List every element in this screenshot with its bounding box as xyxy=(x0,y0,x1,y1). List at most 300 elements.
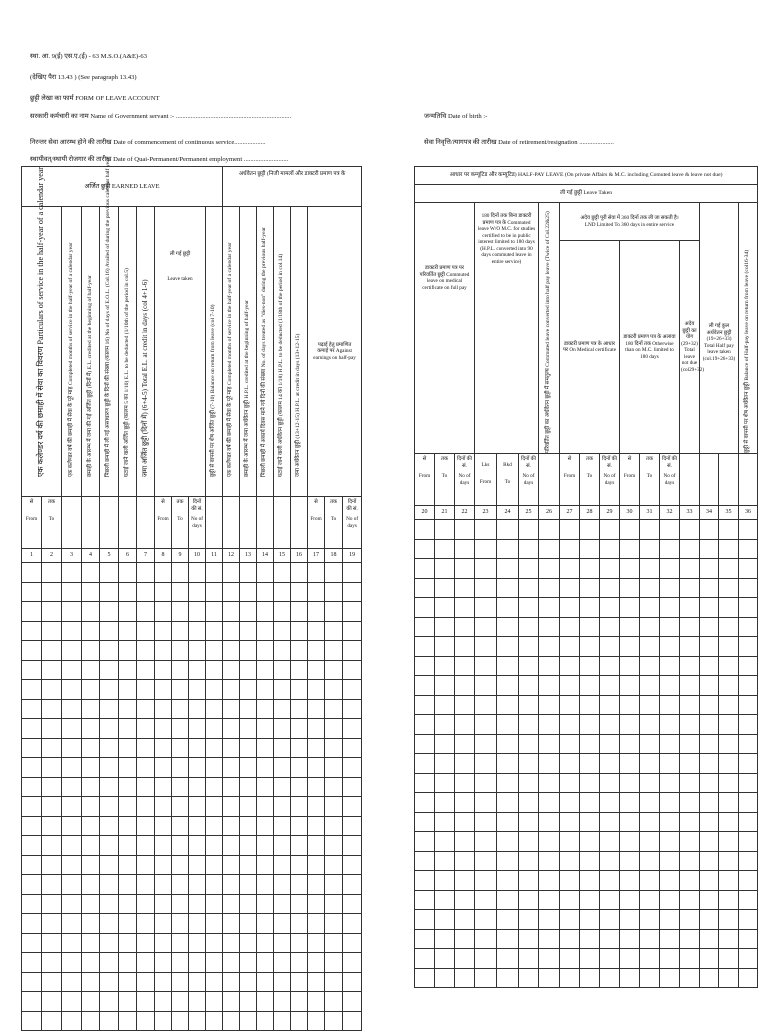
entry-cell[interactable] xyxy=(455,539,475,559)
entry-cell[interactable] xyxy=(240,758,257,778)
entry-cell[interactable] xyxy=(719,968,739,988)
entry-cell[interactable] xyxy=(719,773,739,793)
entry-cell[interactable] xyxy=(640,851,660,871)
entry-cell[interactable] xyxy=(274,660,291,680)
entry-cell[interactable] xyxy=(172,719,189,739)
entry-cell[interactable] xyxy=(600,617,620,637)
entry-cell[interactable] xyxy=(660,520,680,540)
entry-cell[interactable] xyxy=(172,563,189,583)
entry-cell[interactable] xyxy=(325,777,343,797)
entry-cell[interactable] xyxy=(100,875,119,895)
entry-cell[interactable] xyxy=(620,910,640,930)
entry-cell[interactable] xyxy=(308,894,325,914)
entry-cell[interactable] xyxy=(455,851,475,871)
entry-cell[interactable] xyxy=(257,660,274,680)
entry-cell[interactable] xyxy=(719,890,739,910)
entry-cell[interactable] xyxy=(172,738,189,758)
entry-cell[interactable] xyxy=(42,972,62,992)
entry-cell[interactable] xyxy=(455,812,475,832)
entry-cell[interactable] xyxy=(42,660,62,680)
entry-cell[interactable] xyxy=(189,816,206,836)
entry-cell[interactable] xyxy=(22,1011,42,1031)
entry-cell[interactable] xyxy=(455,617,475,637)
entry-cell[interactable] xyxy=(700,851,719,871)
entry-cell[interactable] xyxy=(62,1011,82,1031)
entry-cell[interactable] xyxy=(155,758,172,778)
entry-cell[interactable] xyxy=(240,719,257,739)
entry-cell[interactable] xyxy=(82,992,100,1012)
entry-cell[interactable] xyxy=(22,797,42,817)
entry-cell[interactable] xyxy=(739,773,758,793)
entry-cell[interactable] xyxy=(719,695,739,715)
entry-cell[interactable] xyxy=(240,602,257,622)
entry-cell[interactable] xyxy=(475,929,497,949)
entry-cell[interactable] xyxy=(206,855,223,875)
entry-cell[interactable] xyxy=(257,992,274,1012)
entry-cell[interactable] xyxy=(223,621,240,641)
entry-cell[interactable] xyxy=(435,851,455,871)
entry-cell[interactable] xyxy=(640,578,660,598)
entry-cell[interactable] xyxy=(155,621,172,641)
entry-cell[interactable] xyxy=(455,949,475,969)
entry-cell[interactable] xyxy=(600,968,620,988)
entry-cell[interactable] xyxy=(308,660,325,680)
entry-cell[interactable] xyxy=(62,777,82,797)
entry-cell[interactable] xyxy=(100,992,119,1012)
entry-cell[interactable] xyxy=(700,520,719,540)
entry-cell[interactable] xyxy=(42,621,62,641)
entry-cell[interactable] xyxy=(206,836,223,856)
entry-cell[interactable] xyxy=(223,1011,240,1031)
entry-cell[interactable] xyxy=(119,777,137,797)
entry-cell[interactable] xyxy=(475,968,497,988)
entry-cell[interactable] xyxy=(42,875,62,895)
entry-cell[interactable] xyxy=(189,680,206,700)
entry-cell[interactable] xyxy=(539,559,560,579)
entry-cell[interactable] xyxy=(119,582,137,602)
entry-cell[interactable] xyxy=(291,933,308,953)
entry-cell[interactable] xyxy=(580,929,600,949)
entry-cell[interactable] xyxy=(455,715,475,735)
entry-cell[interactable] xyxy=(119,641,137,661)
entry-cell[interactable] xyxy=(640,812,660,832)
entry-cell[interactable] xyxy=(455,929,475,949)
entry-cell[interactable] xyxy=(119,836,137,856)
entry-cell[interactable] xyxy=(22,816,42,836)
entry-cell[interactable] xyxy=(223,719,240,739)
entry-cell[interactable] xyxy=(223,777,240,797)
entry-cell[interactable] xyxy=(137,816,155,836)
entry-cell[interactable] xyxy=(620,559,640,579)
entry-cell[interactable] xyxy=(325,738,343,758)
entry-cell[interactable] xyxy=(189,719,206,739)
entry-cell[interactable] xyxy=(455,871,475,891)
entry-cell[interactable] xyxy=(739,598,758,618)
entry-cell[interactable] xyxy=(497,968,519,988)
entry-cell[interactable] xyxy=(82,680,100,700)
entry-cell[interactable] xyxy=(82,738,100,758)
entry-cell[interactable] xyxy=(660,754,680,774)
entry-cell[interactable] xyxy=(560,968,580,988)
entry-cell[interactable] xyxy=(274,758,291,778)
entry-cell[interactable] xyxy=(62,582,82,602)
entry-cell[interactable] xyxy=(223,875,240,895)
entry-cell[interactable] xyxy=(189,777,206,797)
entry-cell[interactable] xyxy=(620,754,640,774)
entry-cell[interactable] xyxy=(680,793,700,813)
entry-cell[interactable] xyxy=(223,660,240,680)
entry-cell[interactable] xyxy=(240,953,257,973)
entry-cell[interactable] xyxy=(700,968,719,988)
entry-cell[interactable] xyxy=(257,602,274,622)
entry-cell[interactable] xyxy=(539,949,560,969)
entry-cell[interactable] xyxy=(580,851,600,871)
entry-cell[interactable] xyxy=(343,855,362,875)
entry-cell[interactable] xyxy=(62,602,82,622)
entry-cell[interactable] xyxy=(660,968,680,988)
entry-cell[interactable] xyxy=(172,621,189,641)
entry-cell[interactable] xyxy=(519,910,539,930)
entry-cell[interactable] xyxy=(719,578,739,598)
entry-cell[interactable] xyxy=(325,836,343,856)
entry-cell[interactable] xyxy=(497,734,519,754)
entry-cell[interactable] xyxy=(257,914,274,934)
entry-cell[interactable] xyxy=(435,793,455,813)
entry-cell[interactable] xyxy=(22,914,42,934)
entry-cell[interactable] xyxy=(539,520,560,540)
entry-cell[interactable] xyxy=(62,933,82,953)
entry-cell[interactable] xyxy=(189,582,206,602)
entry-cell[interactable] xyxy=(660,851,680,871)
entry-cell[interactable] xyxy=(519,890,539,910)
entry-cell[interactable] xyxy=(719,598,739,618)
entry-cell[interactable] xyxy=(100,758,119,778)
entry-cell[interactable] xyxy=(325,1011,343,1031)
entry-cell[interactable] xyxy=(62,894,82,914)
entry-cell[interactable] xyxy=(155,953,172,973)
entry-cell[interactable] xyxy=(137,1011,155,1031)
entry-cell[interactable] xyxy=(435,773,455,793)
entry-cell[interactable] xyxy=(560,559,580,579)
entry-cell[interactable] xyxy=(435,968,455,988)
entry-cell[interactable] xyxy=(455,520,475,540)
entry-cell[interactable] xyxy=(719,929,739,949)
entry-cell[interactable] xyxy=(223,699,240,719)
entry-cell[interactable] xyxy=(325,855,343,875)
entry-cell[interactable] xyxy=(580,520,600,540)
entry-cell[interactable] xyxy=(62,797,82,817)
entry-cell[interactable] xyxy=(519,773,539,793)
entry-cell[interactable] xyxy=(519,676,539,696)
entry-cell[interactable] xyxy=(560,695,580,715)
entry-cell[interactable] xyxy=(343,875,362,895)
entry-cell[interactable] xyxy=(519,851,539,871)
entry-cell[interactable] xyxy=(519,617,539,637)
entry-cell[interactable] xyxy=(119,758,137,778)
entry-cell[interactable] xyxy=(343,992,362,1012)
entry-cell[interactable] xyxy=(660,676,680,696)
entry-cell[interactable] xyxy=(82,758,100,778)
entry-cell[interactable] xyxy=(274,641,291,661)
entry-cell[interactable] xyxy=(137,914,155,934)
entry-cell[interactable] xyxy=(82,1011,100,1031)
entry-cell[interactable] xyxy=(475,559,497,579)
entry-cell[interactable] xyxy=(325,680,343,700)
entry-cell[interactable] xyxy=(497,812,519,832)
entry-cell[interactable] xyxy=(435,598,455,618)
entry-cell[interactable] xyxy=(415,793,435,813)
entry-cell[interactable] xyxy=(455,734,475,754)
entry-cell[interactable] xyxy=(274,855,291,875)
entry-cell[interactable] xyxy=(22,992,42,1012)
entry-cell[interactable] xyxy=(119,894,137,914)
entry-cell[interactable] xyxy=(475,715,497,735)
entry-cell[interactable] xyxy=(620,695,640,715)
entry-cell[interactable] xyxy=(100,894,119,914)
entry-cell[interactable] xyxy=(680,832,700,852)
entry-cell[interactable] xyxy=(600,539,620,559)
entry-cell[interactable] xyxy=(519,637,539,657)
entry-cell[interactable] xyxy=(739,559,758,579)
entry-cell[interactable] xyxy=(240,972,257,992)
entry-cell[interactable] xyxy=(560,578,580,598)
entry-cell[interactable] xyxy=(119,699,137,719)
entry-cell[interactable] xyxy=(172,836,189,856)
entry-cell[interactable] xyxy=(308,816,325,836)
entry-cell[interactable] xyxy=(739,832,758,852)
entry-cell[interactable] xyxy=(640,910,660,930)
entry-cell[interactable] xyxy=(620,637,640,657)
entry-cell[interactable] xyxy=(739,851,758,871)
entry-cell[interactable] xyxy=(257,797,274,817)
entry-cell[interactable] xyxy=(580,578,600,598)
entry-cell[interactable] xyxy=(640,949,660,969)
entry-cell[interactable] xyxy=(680,812,700,832)
entry-cell[interactable] xyxy=(100,621,119,641)
entry-cell[interactable] xyxy=(82,699,100,719)
entry-cell[interactable] xyxy=(415,832,435,852)
entry-cell[interactable] xyxy=(497,851,519,871)
entry-cell[interactable] xyxy=(42,563,62,583)
entry-cell[interactable] xyxy=(172,933,189,953)
entry-cell[interactable] xyxy=(172,894,189,914)
entry-cell[interactable] xyxy=(560,890,580,910)
entry-cell[interactable] xyxy=(700,890,719,910)
entry-cell[interactable] xyxy=(539,793,560,813)
entry-cell[interactable] xyxy=(189,836,206,856)
entry-cell[interactable] xyxy=(455,656,475,676)
entry-cell[interactable] xyxy=(475,637,497,657)
entry-cell[interactable] xyxy=(223,992,240,1012)
entry-cell[interactable] xyxy=(519,695,539,715)
entry-cell[interactable] xyxy=(22,738,42,758)
entry-cell[interactable] xyxy=(343,836,362,856)
entry-cell[interactable] xyxy=(100,680,119,700)
entry-cell[interactable] xyxy=(155,836,172,856)
entry-cell[interactable] xyxy=(620,832,640,852)
entry-cell[interactable] xyxy=(206,699,223,719)
entry-cell[interactable] xyxy=(325,875,343,895)
entry-cell[interactable] xyxy=(640,734,660,754)
entry-cell[interactable] xyxy=(455,910,475,930)
entry-cell[interactable] xyxy=(580,754,600,774)
entry-cell[interactable] xyxy=(119,855,137,875)
entry-cell[interactable] xyxy=(62,563,82,583)
entry-cell[interactable] xyxy=(223,953,240,973)
entry-cell[interactable] xyxy=(82,953,100,973)
entry-cell[interactable] xyxy=(206,875,223,895)
entry-cell[interactable] xyxy=(100,660,119,680)
entry-cell[interactable] xyxy=(539,754,560,774)
entry-cell[interactable] xyxy=(700,929,719,949)
entry-cell[interactable] xyxy=(739,715,758,735)
entry-cell[interactable] xyxy=(137,972,155,992)
entry-cell[interactable] xyxy=(274,582,291,602)
entry-cell[interactable] xyxy=(308,953,325,973)
entry-cell[interactable] xyxy=(155,738,172,758)
entry-cell[interactable] xyxy=(42,582,62,602)
entry-cell[interactable] xyxy=(42,777,62,797)
entry-cell[interactable] xyxy=(580,715,600,735)
entry-cell[interactable] xyxy=(62,641,82,661)
entry-cell[interactable] xyxy=(700,734,719,754)
entry-cell[interactable] xyxy=(82,777,100,797)
entry-cell[interactable] xyxy=(680,695,700,715)
entry-cell[interactable] xyxy=(415,773,435,793)
entry-cell[interactable] xyxy=(660,656,680,676)
entry-cell[interactable] xyxy=(539,598,560,618)
entry-cell[interactable] xyxy=(42,836,62,856)
entry-cell[interactable] xyxy=(189,641,206,661)
entry-cell[interactable] xyxy=(600,910,620,930)
entry-cell[interactable] xyxy=(22,875,42,895)
entry-cell[interactable] xyxy=(580,871,600,891)
entry-cell[interactable] xyxy=(539,734,560,754)
entry-cell[interactable] xyxy=(172,972,189,992)
entry-cell[interactable] xyxy=(308,855,325,875)
entry-cell[interactable] xyxy=(519,754,539,774)
entry-cell[interactable] xyxy=(475,539,497,559)
entry-cell[interactable] xyxy=(189,660,206,680)
entry-cell[interactable] xyxy=(620,539,640,559)
entry-cell[interactable] xyxy=(343,602,362,622)
entry-cell[interactable] xyxy=(308,582,325,602)
entry-cell[interactable] xyxy=(539,695,560,715)
entry-cell[interactable] xyxy=(119,563,137,583)
entry-cell[interactable] xyxy=(580,773,600,793)
entry-cell[interactable] xyxy=(343,816,362,836)
entry-cell[interactable] xyxy=(539,832,560,852)
entry-cell[interactable] xyxy=(22,680,42,700)
entry-cell[interactable] xyxy=(415,851,435,871)
entry-cell[interactable] xyxy=(700,676,719,696)
entry-cell[interactable] xyxy=(600,793,620,813)
entry-cell[interactable] xyxy=(274,953,291,973)
entry-cell[interactable] xyxy=(119,680,137,700)
entry-cell[interactable] xyxy=(343,563,362,583)
entry-cell[interactable] xyxy=(560,832,580,852)
entry-cell[interactable] xyxy=(719,539,739,559)
entry-cell[interactable] xyxy=(415,812,435,832)
entry-cell[interactable] xyxy=(22,894,42,914)
entry-cell[interactable] xyxy=(22,621,42,641)
entry-cell[interactable] xyxy=(137,777,155,797)
entry-cell[interactable] xyxy=(308,1011,325,1031)
entry-cell[interactable] xyxy=(82,621,100,641)
entry-cell[interactable] xyxy=(435,637,455,657)
entry-cell[interactable] xyxy=(560,851,580,871)
entry-cell[interactable] xyxy=(82,972,100,992)
entry-cell[interactable] xyxy=(739,695,758,715)
entry-cell[interactable] xyxy=(560,949,580,969)
entry-cell[interactable] xyxy=(325,816,343,836)
entry-cell[interactable] xyxy=(560,637,580,657)
entry-cell[interactable] xyxy=(680,656,700,676)
entry-cell[interactable] xyxy=(119,1011,137,1031)
entry-cell[interactable] xyxy=(172,855,189,875)
entry-cell[interactable] xyxy=(415,539,435,559)
entry-cell[interactable] xyxy=(325,641,343,661)
entry-cell[interactable] xyxy=(155,816,172,836)
entry-cell[interactable] xyxy=(155,602,172,622)
entry-cell[interactable] xyxy=(206,894,223,914)
entry-cell[interactable] xyxy=(119,797,137,817)
entry-cell[interactable] xyxy=(539,910,560,930)
entry-cell[interactable] xyxy=(560,734,580,754)
entry-cell[interactable] xyxy=(455,793,475,813)
entry-cell[interactable] xyxy=(497,520,519,540)
entry-cell[interactable] xyxy=(620,773,640,793)
entry-cell[interactable] xyxy=(308,621,325,641)
entry-cell[interactable] xyxy=(291,855,308,875)
entry-cell[interactable] xyxy=(100,914,119,934)
entry-cell[interactable] xyxy=(42,933,62,953)
entry-cell[interactable] xyxy=(620,812,640,832)
entry-cell[interactable] xyxy=(189,894,206,914)
entry-cell[interactable] xyxy=(497,676,519,696)
entry-cell[interactable] xyxy=(189,933,206,953)
entry-cell[interactable] xyxy=(660,715,680,735)
entry-cell[interactable] xyxy=(325,582,343,602)
entry-cell[interactable] xyxy=(700,832,719,852)
entry-cell[interactable] xyxy=(42,953,62,973)
entry-cell[interactable] xyxy=(189,855,206,875)
entry-cell[interactable] xyxy=(475,851,497,871)
entry-cell[interactable] xyxy=(137,894,155,914)
entry-cell[interactable] xyxy=(137,582,155,602)
entry-cell[interactable] xyxy=(223,602,240,622)
entry-cell[interactable] xyxy=(119,875,137,895)
entry-cell[interactable] xyxy=(519,832,539,852)
entry-cell[interactable] xyxy=(137,621,155,641)
entry-cell[interactable] xyxy=(82,914,100,934)
entry-cell[interactable] xyxy=(62,758,82,778)
entry-cell[interactable] xyxy=(700,949,719,969)
entry-cell[interactable] xyxy=(100,641,119,661)
entry-cell[interactable] xyxy=(240,777,257,797)
entry-cell[interactable] xyxy=(206,797,223,817)
entry-cell[interactable] xyxy=(560,539,580,559)
entry-cell[interactable] xyxy=(343,953,362,973)
entry-cell[interactable] xyxy=(308,602,325,622)
entry-cell[interactable] xyxy=(240,738,257,758)
entry-cell[interactable] xyxy=(680,773,700,793)
entry-cell[interactable] xyxy=(435,656,455,676)
entry-cell[interactable] xyxy=(137,875,155,895)
entry-cell[interactable] xyxy=(240,914,257,934)
entry-cell[interactable] xyxy=(308,680,325,700)
entry-cell[interactable] xyxy=(435,949,455,969)
